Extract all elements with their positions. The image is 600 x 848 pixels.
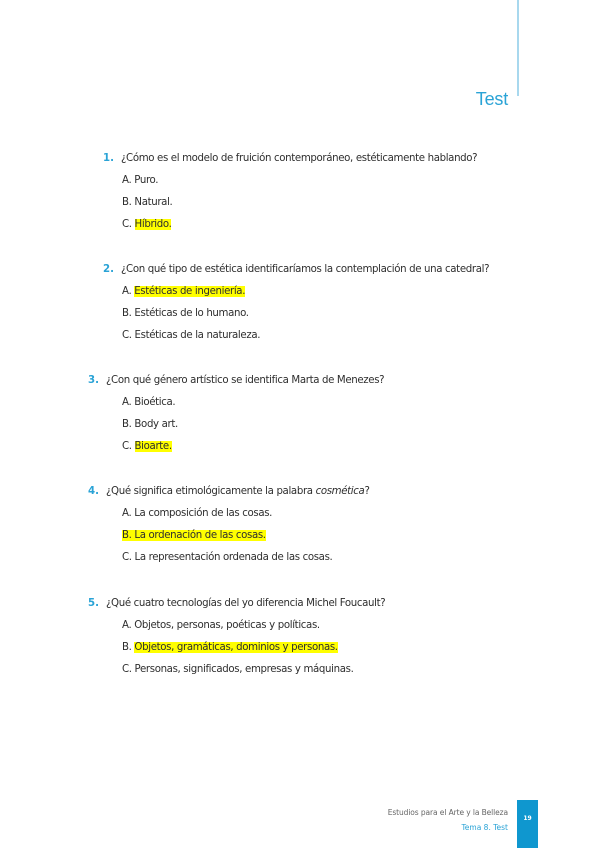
option-text: Bioética. xyxy=(134,397,176,408)
option-letter: C. xyxy=(122,552,132,563)
page-title: Test xyxy=(475,89,508,109)
option-letter: C. xyxy=(122,441,132,452)
option-letter: C. xyxy=(122,664,132,675)
option-a-correct xyxy=(122,286,245,297)
option-text: Puro. xyxy=(134,175,159,186)
option-c xyxy=(122,552,332,563)
page-number-tab xyxy=(517,800,538,848)
option-letter: C. xyxy=(122,219,132,230)
question-number: 1. xyxy=(103,153,114,164)
option-text: Estéticas de lo humano. xyxy=(134,308,249,319)
option-c-correct xyxy=(122,219,171,230)
option-letter: C. xyxy=(122,330,132,341)
question-text: ¿Con qué tipo de estética identificaríamos la contemplación de una catedral? xyxy=(121,264,490,275)
option-text: Personas, significados, empresas y máquinas. xyxy=(134,664,354,675)
question-number: 4. xyxy=(88,486,99,497)
option-a xyxy=(122,620,320,631)
option-highlighted xyxy=(122,530,266,541)
option-letter: B. xyxy=(122,530,132,541)
footer-book-title: Estudios para el Arte y la Belleza xyxy=(387,808,508,817)
option-text-highlighted: Bioarte. xyxy=(134,441,172,452)
option-letter: A. xyxy=(122,620,132,631)
option-letter: A. xyxy=(122,508,132,519)
top-vertical-rule xyxy=(517,0,519,96)
option-b-correct xyxy=(122,642,338,653)
option-letter: B. xyxy=(122,197,132,208)
option-text: Estéticas de la naturaleza. xyxy=(134,330,261,341)
option-b xyxy=(122,419,178,430)
option-text-highlighted: Objetos, gramáticas, dominios y personas. xyxy=(134,642,338,653)
question-text-part: ? xyxy=(364,486,370,497)
option-letter: A. xyxy=(122,286,132,297)
option-a xyxy=(122,508,272,519)
option-text: La representación ordenada de las cosas. xyxy=(134,552,333,563)
question-number: 5. xyxy=(88,598,99,609)
question-number: 3. xyxy=(88,375,99,386)
option-letter: B. xyxy=(122,419,132,430)
question-text: ¿Qué cuatro tecnologías del yo diferencia Michel Foucault? xyxy=(106,598,386,609)
question-text: ¿Cómo es el modelo de fruición contemporáneo, estéticamente hablando? xyxy=(121,153,478,164)
option-c-correct xyxy=(122,441,172,452)
option-b-correct xyxy=(122,530,266,541)
footer-topic: Tema 8. Test xyxy=(461,823,508,832)
question-text-part: ¿Qué significa etimológicamente la palabra xyxy=(106,486,316,497)
option-letter: A. xyxy=(122,175,132,186)
option-text: Natural. xyxy=(134,197,173,208)
option-a xyxy=(122,397,175,408)
option-letter: B. xyxy=(122,642,132,653)
option-letter: A. xyxy=(122,397,132,408)
question-text xyxy=(106,486,370,497)
question-text: ¿Con qué género artístico se identifica Marta de Menezes? xyxy=(106,375,385,386)
option-letter: B. xyxy=(122,308,132,319)
question-number: 2. xyxy=(103,264,114,275)
option-b xyxy=(122,308,249,319)
option-text: Objetos, personas, poéticas y políticas. xyxy=(134,620,320,631)
option-text: La ordenación de las cosas. xyxy=(134,530,266,541)
option-text: La composición de las cosas. xyxy=(134,508,273,519)
option-c xyxy=(122,330,260,341)
question-italic-term: cosmética xyxy=(315,486,365,497)
option-text-highlighted: Estéticas de ingeniería. xyxy=(134,286,246,297)
page-number: 19 xyxy=(523,815,532,822)
option-text: Body art. xyxy=(134,419,178,430)
option-c xyxy=(122,664,353,675)
option-text-highlighted: Híbrido. xyxy=(134,219,172,230)
option-b xyxy=(122,197,172,208)
option-a xyxy=(122,175,158,186)
